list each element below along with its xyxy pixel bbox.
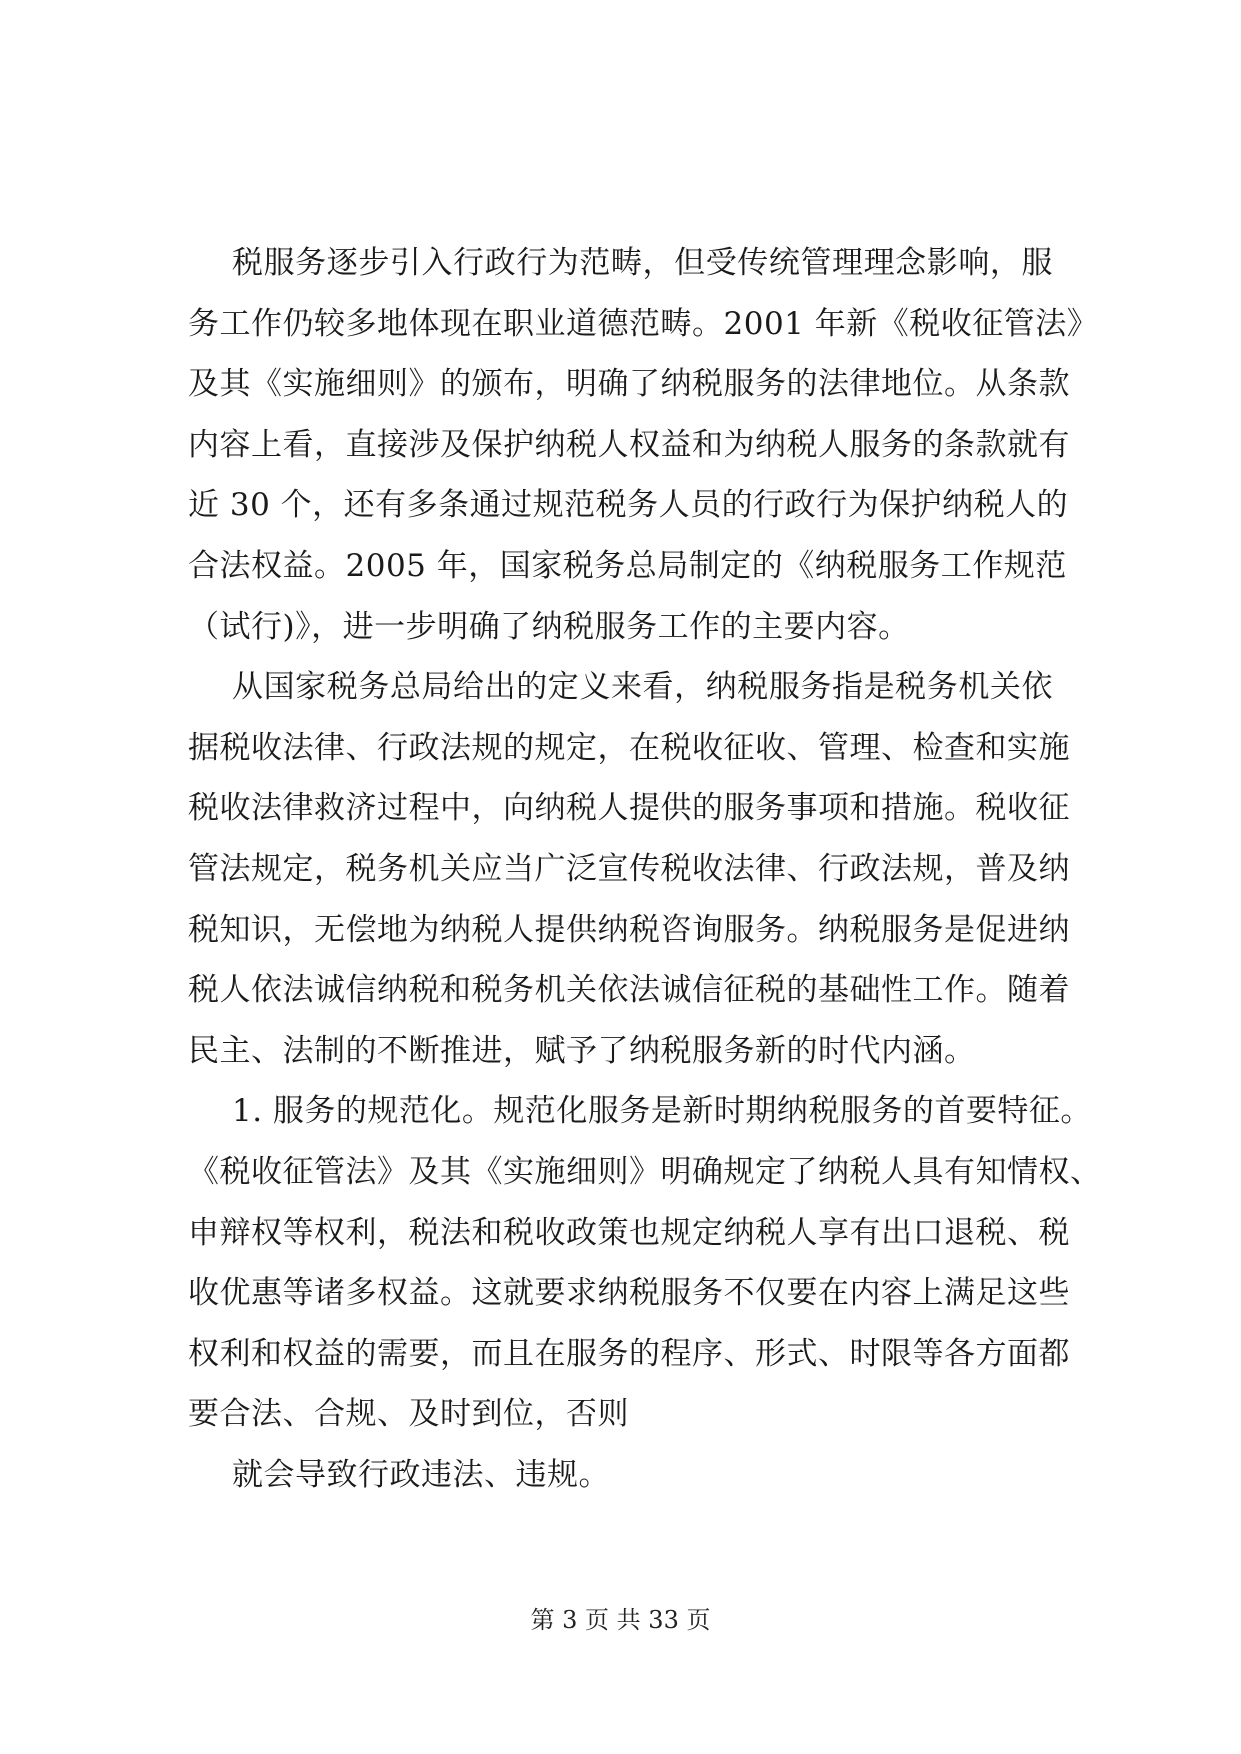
text-line: 税人依法诚信纳税和税务机关依法诚信征税的基础性工作。随着: [188, 972, 1070, 1009]
text-line: 管法规定，税务机关应当广泛宣传税收法律、行政法规，普及纳: [188, 850, 1070, 887]
text-line: 收优惠等诸多权益。这就要求纳税服务不仅要在内容上满足这些: [188, 1275, 1070, 1312]
text-line: 税服务逐步引入行政行为范畴，但受传统管理理念影响，服: [232, 245, 1053, 281]
text-line: 税收法律救济过程中，向纳税人提供的服务事项和措施。税收征: [188, 790, 1070, 827]
text-line: 申辩权等权利，税法和税收政策也规定纳税人享有出口退税、税: [188, 1214, 1070, 1251]
text-line: 据税收法律、行政法规的规定，在税收征收、管理、检查和实施: [188, 729, 1070, 766]
text-line: 内容上看，直接涉及保护纳税人权益和为纳税人服务的条款就有: [188, 426, 1070, 463]
text-line: 务工作仍较多地体现在职业道德范畴。2001 年新《税收征管法》: [188, 305, 1099, 342]
text-line: 就会导致行政违法、违规。: [232, 1456, 610, 1493]
text-line: 从国家税务总局给出的定义来看，纳税服务指是税务机关依: [232, 669, 1053, 706]
text-line: 近 30 个，还有多条通过规范税务人员的行政行为保护纳税人的: [188, 487, 1069, 524]
document-body: [188, 233, 1102, 1505]
text-line: 民主、法制的不断推进，赋予了纳税服务新的时代内涵。: [188, 1032, 976, 1069]
text-line: 1. 服务的规范化。规范化服务是新时期纳税服务的首要特征。: [232, 1093, 1092, 1130]
text-line: 合法权益。2005 年，国家税务总局制定的《纳税服务工作规范: [188, 547, 1067, 584]
text-line: 权利和权益的需要，而且在服务的程序、形式、时限等各方面都: [188, 1335, 1070, 1372]
text-line: 《税收征管法》及其《实施细则》明确规定了纳税人具有知情权、: [188, 1153, 1102, 1190]
text-line: 要合法、合规、及时到位，否则: [188, 1396, 629, 1433]
page-number-footer: 第 3 页 共 33 页: [530, 1606, 711, 1634]
text-line: 及其《实施细则》的颁布，明确了纳税服务的法律地位。从条款: [188, 366, 1070, 403]
text-line: 税知识，无偿地为纳税人提供纳税咨询服务。纳税服务是促进纳: [188, 911, 1070, 948]
text-line: （试行)》，进一步明确了纳税服务工作的主要内容。: [188, 608, 910, 645]
